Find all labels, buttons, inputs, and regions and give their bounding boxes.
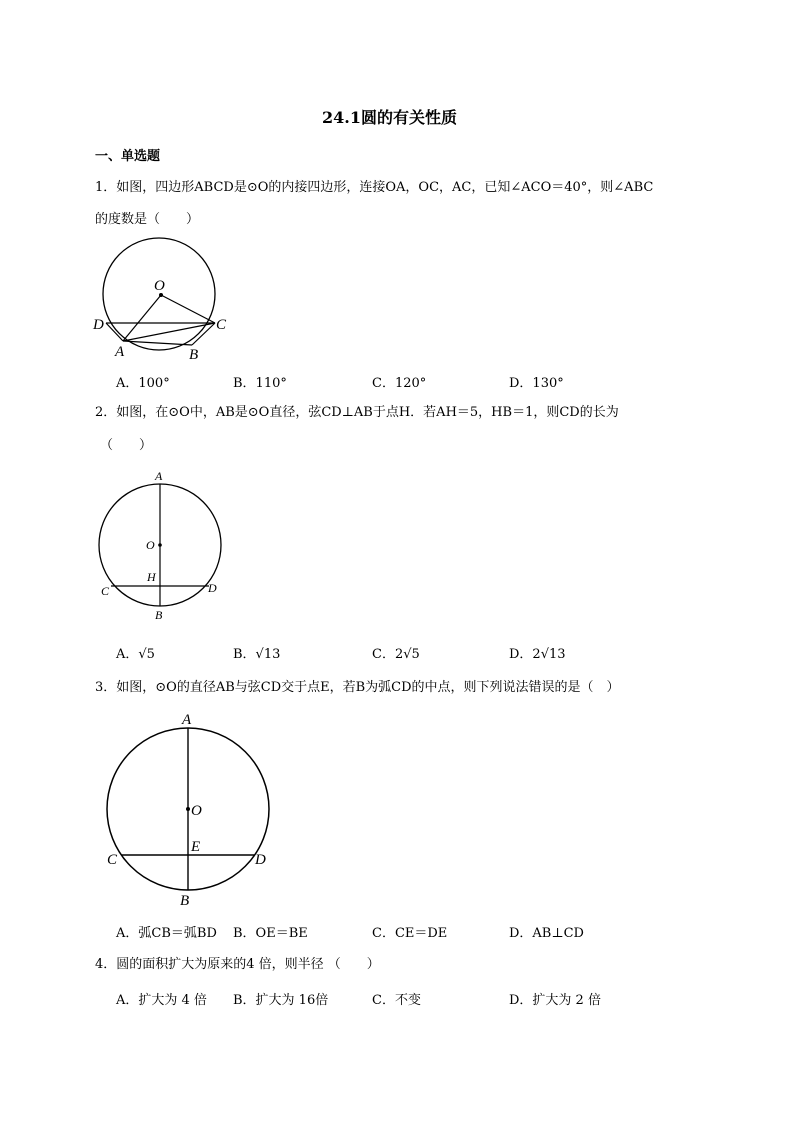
q3-option-c: C．CE＝DE [372,926,448,941]
question-2-line-2: （ ） [100,438,153,453]
q1-segment-ac [123,323,215,341]
q2-option-c: C．2√5 [372,647,420,662]
q3-label-o: O [191,803,202,819]
q2-option-d: D．2√13 [509,647,566,662]
q3-label-b: B [180,893,190,908]
q3-center-dot [186,807,190,811]
q3-label-d: D [255,852,266,868]
q3-label-a: A [182,712,192,728]
q2-label-a: A [155,469,163,483]
question-1-figure [90,232,240,367]
q1-segment-da [106,323,123,341]
q1-segment-oc [161,295,215,323]
q2-option-b: B．√13 [233,647,281,662]
question-3-figure [100,708,280,908]
q1-label-d: D [93,317,104,333]
question-1-line-1: 1．如图，四边形ABCD是⊙O的内接四边形，连接OA，OC，AC，已知∠ACO＝40°，则∠ABC [95,180,654,195]
q1-label-b: B [189,347,199,363]
q2-label-d: D [208,581,217,595]
q1-option-d: D．130° [509,376,564,391]
q2-option-a: A．√5 [116,647,155,662]
question-4-line-1: 4．圆的面积扩大为原来的4 倍，则半径 （ ） [95,957,380,972]
q2-label-o: O [146,538,155,552]
q1-label-o: O [154,278,165,294]
q3-label-c: C [107,852,118,868]
q3-option-a: A．弧CB＝弧BD [116,926,217,941]
question-2-figure [93,465,228,625]
q1-option-a: A．100° [116,376,170,391]
q4-option-a: A．扩大为 4 倍 [116,993,207,1008]
q1-option-c: C．120° [372,376,427,391]
q1-label-a: A [115,344,125,360]
section-heading: 一、单选题 [95,149,161,164]
q1-circle [103,238,215,350]
q2-center-dot [158,543,162,547]
question-1-line-2: 的度数是（ ） [95,212,200,227]
q2-label-b: B [155,608,163,622]
q3-option-d: D．AB⊥CD [509,926,584,941]
q1-option-b: B．110° [233,376,287,391]
question-2-line-1: 2．如图，在⊙O中，AB是⊙O直径，弦CD⊥AB于点H．若AH＝5，HB＝1，则CD的长为 [95,405,619,420]
q2-label-c: C [101,584,110,598]
q3-label-e: E [191,839,201,855]
q4-option-c: C．不变 [372,993,421,1008]
q1-label-c: C [216,317,227,333]
question-3-line-1: 3．如图，⊙O的直径AB与弦CD交于点E，若B为弧CD的中点，则下列说法错误的是（ ） [95,680,620,695]
q4-option-d: D．扩大为 2 倍 [509,993,601,1008]
q3-option-b: B．OE＝BE [233,926,308,941]
q4-option-b: B．扩大为 16倍 [233,993,329,1008]
q2-label-h: H [147,570,156,584]
page-title: 24.1圆的有关性质 [322,108,457,127]
